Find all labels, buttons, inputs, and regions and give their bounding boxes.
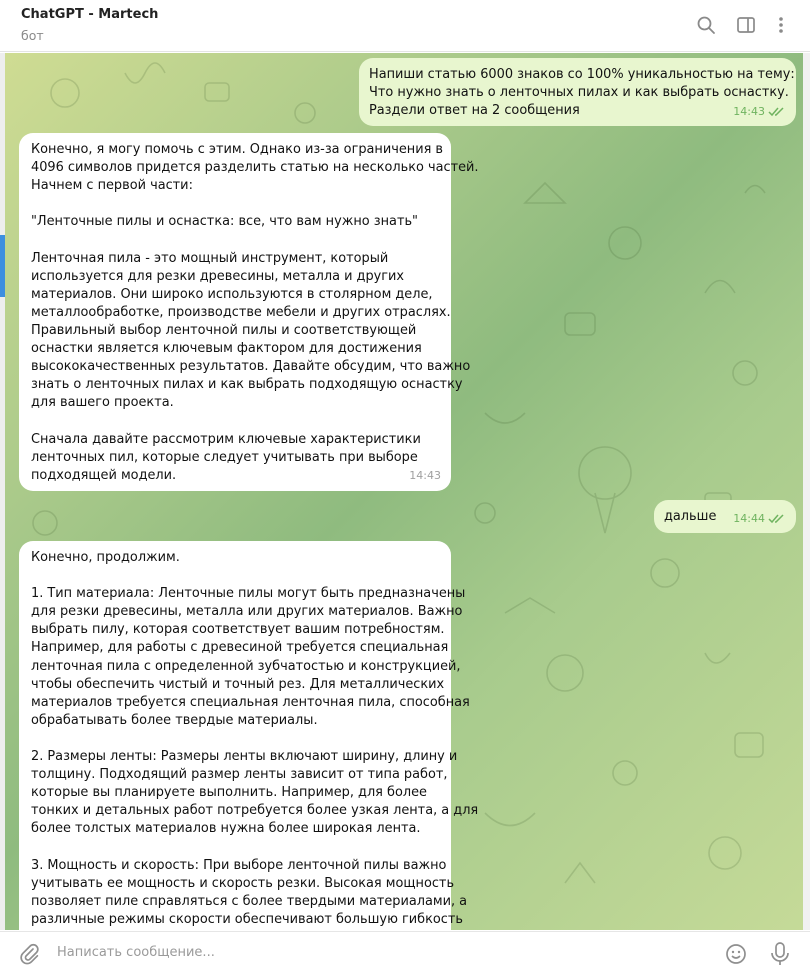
message-line: дальше <box>664 509 717 524</box>
message-line: чтобы обеспечить чистый и точный рез. Для металлических <box>31 676 445 692</box>
message-line: толщину. Подходящий размер ленты зависит от типа работ, <box>31 767 448 783</box>
message-line: Что нужно знать о ленточных пилах и как выбрать оснастку. <box>369 85 789 101</box>
paperclip-icon[interactable] <box>17 942 41 970</box>
message-line: 1. Тип материала: Ленточные пилы могут быть предназначены <box>31 586 466 602</box>
message-outgoing[interactable] <box>359 58 796 126</box>
message-line: Конечно, я могу помочь с этим. Однако из-за ограничения в <box>31 142 444 157</box>
message-line-blank <box>31 231 439 249</box>
message-line-blank <box>31 195 439 213</box>
message-line-blank <box>31 730 439 748</box>
message-composer <box>0 931 810 975</box>
message-time: 14:44 <box>733 511 765 525</box>
message-line: более толстых материалов нужна более широкая лента. <box>31 821 421 837</box>
message-line: подходящей модели. <box>31 467 177 483</box>
message-line: Сначала давайте рассмотрим ключевые характеристики <box>31 431 421 447</box>
message-incoming[interactable] <box>19 133 479 491</box>
search-icon[interactable] <box>695 14 717 36</box>
double-check-icon <box>768 107 786 117</box>
message-line: Ленточная пила - это мощный инструмент, который <box>31 250 389 266</box>
message-line: 3. Мощность и скорость: При выборе ленточной пилы важно <box>31 857 447 873</box>
message-line: "Ленточные пилы и оснастка: все, что вам нужно знать" <box>31 214 418 230</box>
chat-subtitle: бот <box>21 28 44 43</box>
message-meta <box>733 103 786 121</box>
message-line: выбрать пилу, которая соответствует вашим потребностям. <box>31 622 445 638</box>
message-line: Правильный выбор ленточной пилы и соответствующей <box>31 322 417 338</box>
chat-header <box>0 0 810 52</box>
message-meta <box>733 510 786 528</box>
message-line: учитывать ее мощность и скорость резки. Высокая мощность <box>31 875 455 891</box>
microphone-icon[interactable] <box>769 941 791 971</box>
message-line: Напиши статью 6000 знаков со 100% уникальностью на тему: <box>369 67 795 82</box>
message-line-blank <box>31 567 439 585</box>
message-outgoing[interactable] <box>654 500 796 533</box>
message-line: для резки древесины, металла или других материалов. Важно <box>31 604 463 620</box>
message-line: Конечно, продолжим. <box>31 550 180 565</box>
sidebar-toggle-icon[interactable] <box>735 14 757 36</box>
message-line: тонких и детальных работ потребуется более узкая лента, а для <box>31 803 479 819</box>
message-input[interactable]: Написать сообщение... <box>57 945 215 960</box>
message-line: которые вы планируете выполнить. Например, для более <box>31 785 427 801</box>
message-line: используется для резки древесины, металла и других <box>31 268 405 284</box>
message-line-blank <box>31 412 439 430</box>
message-line: 4096 символов придется разделить статью на несколько частей. <box>31 160 479 176</box>
message-incoming[interactable] <box>19 541 479 930</box>
chat-area[interactable] <box>5 53 803 930</box>
message-line: ленточная пила с определенной зубчатостью и конструкцией, <box>31 658 461 674</box>
message-line: материалов. Они широко используются в столярном деле, <box>31 286 433 302</box>
message-line: различные режимы скорости обеспечивают большую гибкость <box>31 911 463 927</box>
chat-title[interactable]: ChatGPT - Martech <box>21 7 159 22</box>
double-check-icon <box>768 514 786 524</box>
message-line: знать о ленточных пилах и как выбрать подходящую оснастку <box>31 377 463 393</box>
message-line: высококачественных результатов. Давайте обсудим, что важно <box>31 359 471 375</box>
message-line: ленточных пил, которые следует учитывать при выборе <box>31 449 418 465</box>
message-line: оснастки является ключевым фактором для достижения <box>31 341 422 357</box>
message-line: Раздели ответ на 2 сообщения <box>369 103 580 119</box>
message-line: 2. Размеры ленты: Размеры ленты включают ширину, длину и <box>31 749 458 765</box>
message-line-blank <box>31 839 439 857</box>
message-time: 14:43 <box>733 104 765 118</box>
message-line: обрабатывать более твердые материалы. <box>31 712 318 728</box>
message-line: металлообработке, производстве мебели и других отраслях. <box>31 304 451 320</box>
message-line: позволяет пиле справляться с более твердыми материалами, а <box>31 893 468 909</box>
message-line: Начнем с первой части: <box>31 178 193 194</box>
message-time: 14:43 <box>409 468 441 482</box>
more-vertical-icon[interactable] <box>770 14 792 36</box>
message-line: материалов требуется специальная ленточная пила, способная <box>31 694 470 710</box>
scrollbar-track[interactable] <box>803 53 810 930</box>
message-line: Например, для работы с древесиной требуется специальная <box>31 640 449 656</box>
emoji-icon[interactable] <box>724 942 748 970</box>
message-line: для вашего проекта. <box>31 395 174 411</box>
